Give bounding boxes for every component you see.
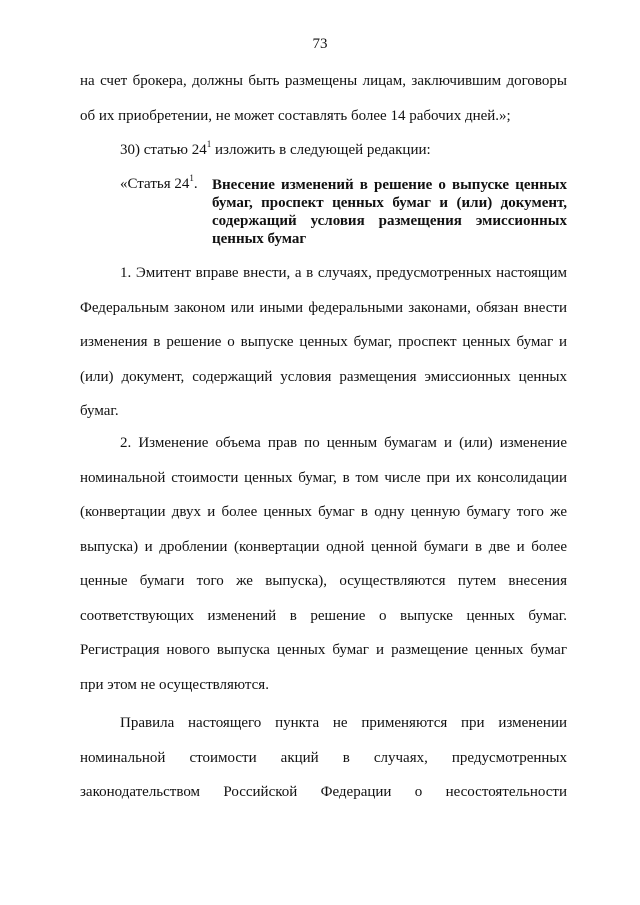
text-line: Федеральным законом или иными федеральными законами, обязан внести [80, 299, 567, 316]
text-line: изменения в решение о выпуске ценных бумаг, проспект ценных бумаг и [80, 334, 567, 350]
item30-superscript: 1 [206, 139, 212, 149]
text-line: ценные бумаги того же выпуска), осуществляются путем внесения [80, 573, 567, 589]
text-line: Регистрация нового выпуска ценных бумаг и размещение ценных бумаг [80, 642, 567, 658]
page-number: 73 [312, 36, 328, 52]
text-line: на счет брокера, должны быть размещены лицам, заключившим договоры [80, 73, 567, 89]
item30-after: изложить в следующей редакции: [211, 142, 431, 158]
text-line: об их приобретении, не может составлять более 14 рабочих дней.»; [80, 107, 511, 124]
paragraph-2 [80, 426, 567, 702]
item30-before: 30) статью 24 [120, 142, 207, 158]
text-line: (или) документ, содержащий условия размещения эмиссионных ценных [80, 368, 567, 385]
amendment-item-30 [120, 133, 567, 168]
article-title: Внесение изменений в решение о выпуске ценных бумаг, проспект ценных бумаг и (или) документ, содержащий условия размещения эмиссионных ценных бумаг [212, 177, 567, 247]
text-line [120, 133, 567, 168]
text-line: (конвертации двух и более ценных бумаг в одну ценную бумагу того же [80, 504, 567, 520]
paragraph-1 [80, 256, 567, 429]
article-superscript: 1 [189, 173, 194, 183]
text-line: 2. Изменение объема прав по ценным бумагам и (или) изменение [120, 435, 567, 451]
text-line: номинальной стоимости ценных бумаг, в том числе при их консолидации [80, 469, 567, 486]
text-line: номинальной стоимости акций в случаях, предусмотренных [80, 749, 567, 766]
text-line: законодательством Российской Федерации о несостоятельности [80, 784, 567, 800]
intro-paragraph [80, 64, 567, 133]
article-label [120, 173, 198, 193]
text-line: бумаг. [80, 403, 119, 419]
text-line: при этом не осуществляются. [80, 676, 269, 693]
article-prefix: «Статья 24 [120, 176, 190, 192]
article-prefix-dot: . [193, 176, 198, 192]
text-line: Правила настоящего пункта не применяются при изменении [120, 715, 567, 731]
text-line: выпуска) и дроблении (конвертации одной ценной бумаги в две и более [80, 538, 567, 555]
text-line: соответствующих изменений в решение о выпуске ценных бумаг. [80, 607, 567, 624]
paragraph-3 [80, 706, 567, 810]
text-line: 1. Эмитент вправе внести, а в случаях, предусмотренных настоящим [120, 265, 567, 281]
